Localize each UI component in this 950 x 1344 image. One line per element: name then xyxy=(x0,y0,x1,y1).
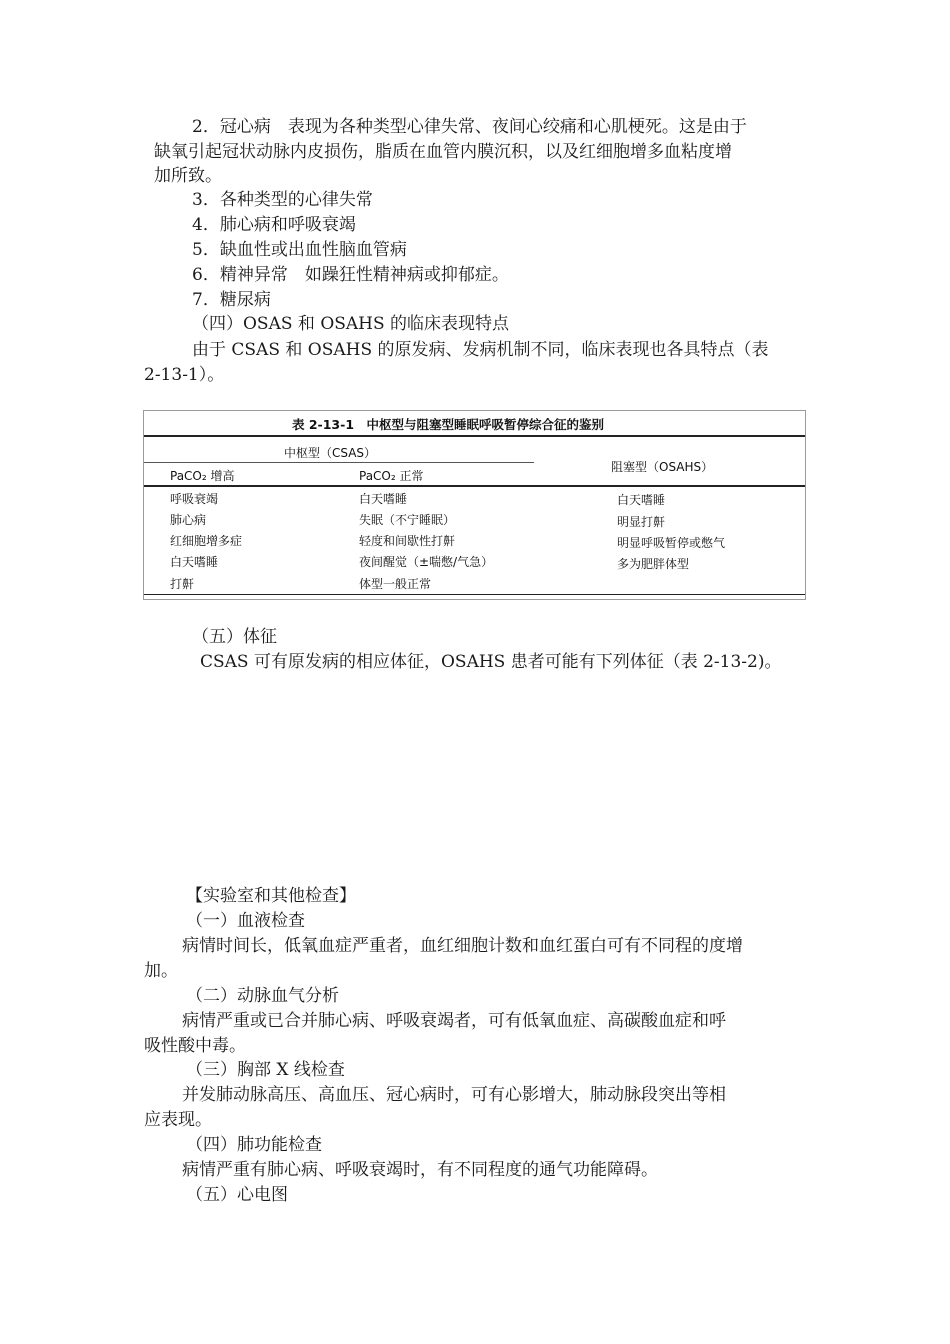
list-item: 7．糖尿病 xyxy=(192,290,271,310)
section-heading: （五）体征 xyxy=(192,627,277,647)
paragraph-line: 缺氧引起冠状动脉内皮损伤，脂质在血管内膜沉积，以及红细胞增多血粘度增 xyxy=(154,142,732,162)
section-heading: 【实验室和其他检查】 xyxy=(186,886,356,906)
list-item: 3．各种类型的心律失常 xyxy=(192,190,373,210)
subsection-heading: （三）胸部 X 线检查 xyxy=(186,1060,345,1080)
paragraph-line: CSAS 可有原发病的相应体征，OSAHS 患者可能有下列体征（表 2-13-2)。 xyxy=(200,652,782,672)
central-type-header: 中枢型（CSAS） xyxy=(284,446,377,460)
table-bottom-rule xyxy=(144,594,805,595)
paragraph-line: 加。 xyxy=(144,961,178,981)
table-cell: 夜间醒觉（±喘憋/气急） xyxy=(359,555,494,569)
comparison-table xyxy=(143,410,806,600)
table-cell: 体型一般正常 xyxy=(359,577,432,591)
table-cell: 失眠（不宁睡眠） xyxy=(359,513,456,527)
list-item: 5．缺血性或出血性脑血管病 xyxy=(192,240,407,260)
table-cell: 呼吸衰竭 xyxy=(170,492,219,506)
subsection-heading: （五）心电图 xyxy=(186,1185,288,1205)
table-cell: 白天嗜睡 xyxy=(170,555,219,569)
col2-header: PaCO₂ 正常 xyxy=(359,469,424,483)
table-cell: 白天嗜睡 xyxy=(359,492,408,506)
table-cell: 明显打鼾 xyxy=(617,515,666,529)
table-title: 表 2-13-1 中枢型与阻塞型睡眠呼吸暂停综合征的鉴别 xyxy=(292,417,605,432)
header-divider xyxy=(144,462,534,463)
table-cell: 轻度和间歇性打鼾 xyxy=(359,534,456,548)
paragraph-line: 病情严重或已合并肺心病、呼吸衰竭者，可有低氧血症、高碳酸血症和呼 xyxy=(182,1011,726,1031)
subsection-heading: （四）肺功能检查 xyxy=(186,1135,322,1155)
list-item: 4．肺心病和呼吸衰竭 xyxy=(192,215,356,235)
table-cell: 白天嗜睡 xyxy=(617,493,666,507)
subsection-heading: （二）动脉血气分析 xyxy=(186,986,339,1006)
table-cell: 红细胞增多症 xyxy=(170,534,243,548)
section-heading: （四）OSAS 和 OSAHS 的临床表现特点 xyxy=(192,314,510,334)
header-bottom-rule xyxy=(144,485,805,487)
paragraph-line: 由于 CSAS 和 OSAHS 的原发病、发病机制不同，临床表现也各具特点（表 xyxy=(192,340,769,360)
paragraph-line: 应表现。 xyxy=(144,1110,212,1130)
paragraph-line: 2．冠心病 表现为各种类型心律失常、夜间心绞痛和心肌梗死。这是由于 xyxy=(192,117,747,137)
table-cell: 多为肥胖体型 xyxy=(617,557,690,571)
paragraph-line: 病情严重有肺心病、呼吸衰竭时，有不同程度的通气功能障碍。 xyxy=(182,1160,658,1180)
obstructive-header: 阻塞型（OSAHS） xyxy=(611,460,714,474)
subsection-heading: （一）血液检查 xyxy=(186,911,305,931)
table-cell: 打鼾 xyxy=(170,577,195,591)
paragraph-line: 病情时间长，低氧血症严重者，血红细胞计数和血红蛋白可有不同程的度增 xyxy=(182,936,743,956)
table-cell: 明显呼吸暂停或憋气 xyxy=(617,536,726,550)
list-item: 6．精神异常 如躁狂性精神病或抑郁症。 xyxy=(192,265,509,285)
paragraph-line: 2-13-1）。 xyxy=(144,365,225,385)
paragraph-line: 并发肺动脉高压、高血压、冠心病时，可有心影增大，肺动脉段突出等相 xyxy=(182,1085,726,1105)
paragraph-line: 吸性酸中毒。 xyxy=(144,1036,246,1056)
table-top-rule xyxy=(144,435,805,437)
col1-header: PaCO₂ 增高 xyxy=(170,469,235,483)
paragraph-line: 加所致。 xyxy=(154,166,222,186)
table-cell: 肺心病 xyxy=(170,513,207,527)
